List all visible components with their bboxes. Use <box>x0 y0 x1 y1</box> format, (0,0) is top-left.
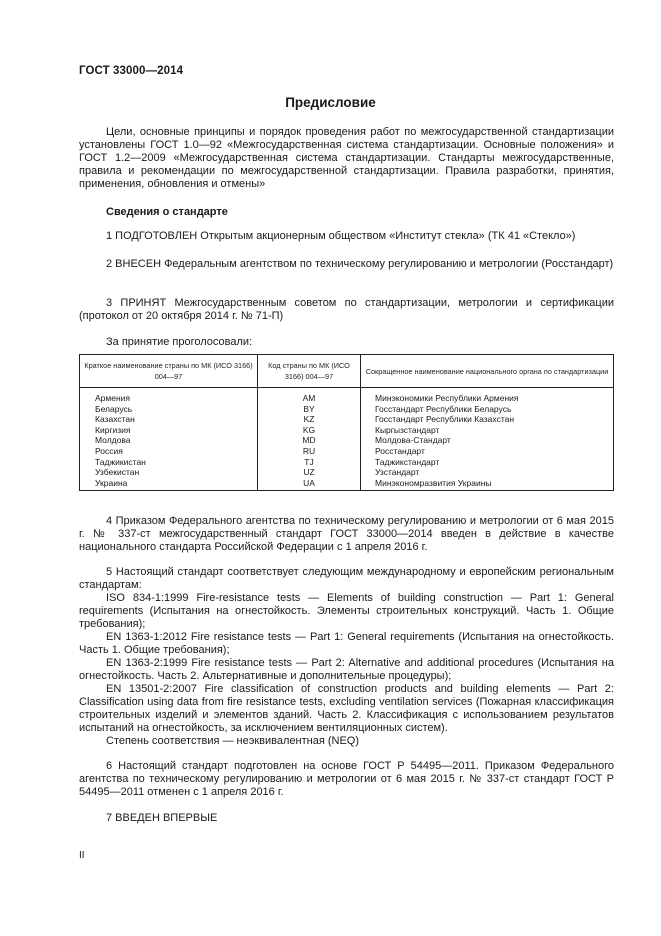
table-row <box>80 457 614 468</box>
country-code: KZ <box>258 414 361 425</box>
table-row <box>80 414 614 425</box>
item-5-ref-en-1363-1: EN 1363-1:2012 Fire resistance tests — Part 1: General requirements (Испытания на огнестойкость. Часть 1. Общие требования); <box>79 631 614 656</box>
table-row <box>80 404 614 415</box>
country-name: Молдова <box>80 435 258 446</box>
item-7: 7 ВВЕДЕН ВПЕРВЫЕ <box>106 812 218 824</box>
header-national-body: Сокращенное наименование национального органа по стандартизации <box>361 355 614 388</box>
intro-paragraph: Цели, основные принципы и порядок проведения работ по межгосударственной стандартизации установлены ГОСТ 1.0—92 «Межгосударственная система стандартизации. Основные положения» и ГОСТ 1.2—2009 «Межгосударственная система стандартизации. Стандарты межгосударственные, правила и рекомендации по межгосударственной стандартизации. Правила разработки, принятия, применения, обновления и отмены» <box>79 126 614 190</box>
national-body: Таджикстандарт <box>361 457 614 468</box>
country-name: Таджикистан <box>80 457 258 468</box>
national-body: Узстандарт <box>361 467 614 478</box>
country-code: RU <box>258 446 361 457</box>
page-number: II <box>79 850 85 861</box>
country-code: TJ <box>258 457 361 468</box>
item-3: 3 ПРИНЯТ Межгосударственным советом по стандартизации, метрологии и сертификации (протокол от 20 октября 2014 г. № 71-П) <box>79 297 614 322</box>
country-name: Узбекистан <box>80 467 258 478</box>
item-4: 4 Приказом Федерального агентства по техническому регулированию и метрологии от 6 мая 2015 г. № 337-ст межгосударственный стандарт ГОСТ 33000—2014 введен в действие в качестве национального стандарта Российской Федерации с 1 апреля 2016 г. <box>79 515 614 553</box>
country-code: BY <box>258 404 361 415</box>
document-code: ГОСТ 33000—2014 <box>79 65 184 77</box>
national-body: Росстандарт <box>361 446 614 457</box>
country-code: MD <box>258 435 361 446</box>
national-body: Минэкономразвития Украины <box>361 478 614 491</box>
national-body: Кыргызстандарт <box>361 425 614 436</box>
country-code: UZ <box>258 467 361 478</box>
national-body: Госстандарт Республики Казахстан <box>361 414 614 425</box>
country-name: Украина <box>80 478 258 491</box>
item-5-degree: Степень соответствия — неэквивалентная (NEQ) <box>106 735 360 747</box>
section-heading: Сведения о стандарте <box>106 206 228 218</box>
country-name: Россия <box>80 446 258 457</box>
countries-table <box>79 354 614 491</box>
table-row <box>80 425 614 436</box>
country-name: Киргизия <box>80 425 258 436</box>
table-row <box>80 435 614 446</box>
header-country-name: Краткое наименование страны по МК (ИСО 3166) 004—97 <box>80 355 258 388</box>
item-5-ref-iso-834-1: ISO 834-1:1999 Fire-resistance tests — Elements of building construction — Part 1: General requirements (Испытания на огнестойкость. Элементы строительных конструкций. Часть 1. Общие требования); <box>79 592 614 630</box>
table-row <box>80 467 614 478</box>
country-code: AM <box>258 388 361 404</box>
item-2: 2 ВНЕСЕН Федеральным агентством по техническому регулированию и метрологии (Росстандарт) <box>106 258 614 270</box>
page-title: Предисловие <box>285 95 376 110</box>
national-body: Минэкономики Республики Армения <box>361 388 614 404</box>
item-6: 6 Настоящий стандарт подготовлен на основе ГОСТ Р 54495—2011. Приказом Федерального агентства по техническому регулированию и метрологии от 6 мая 2015 г. № 337-ст стандарт ГОСТ Р 54495—2011 отменен с 1 апреля 2016 г. <box>79 760 614 798</box>
country-name: Беларусь <box>80 404 258 415</box>
national-body: Госстандарт Республики Беларусь <box>361 404 614 415</box>
item-5-ref-en-1363-2: EN 1363-2:1999 Fire resistance tests — Part 2: Alternative and additional procedures (Испытания на огнестойкость. Часть 2. Альтернативные и дополнительные процедуры); <box>79 657 614 682</box>
item-1: 1 ПОДГОТОВЛЕН Открытым акционерным обществом «Институт стекла» (ТК 41 «Стекло») <box>106 230 576 242</box>
table-row <box>80 446 614 457</box>
country-name: Армения <box>80 388 258 404</box>
vote-caption: За принятие проголосовали: <box>106 336 253 348</box>
country-code: KG <box>258 425 361 436</box>
table-row <box>80 478 614 491</box>
country-name: Казахстан <box>80 414 258 425</box>
country-code: UA <box>258 478 361 491</box>
national-body: Молдова-Стандарт <box>361 435 614 446</box>
item-5-intro: 5 Настоящий стандарт соответствует следующим международному и европейским региональным стандартам: <box>79 566 614 591</box>
table-header-row <box>80 355 614 388</box>
table-row <box>80 388 614 404</box>
item-5-ref-en-13501-2: EN 13501-2:2007 Fire classification of construction products and building elements — Part 2: Classification using data from fire resistance tests, excluding ventilation services (Пожарная классификация строительных изделий и элементов зданий. Часть 2. Классификация с использованием результатов испытаний на огнестойкость, за исключением вентиляционных систем). <box>79 683 614 734</box>
header-country-code: Код страны по МК (ИСО 3166) 004—97 <box>258 355 361 388</box>
